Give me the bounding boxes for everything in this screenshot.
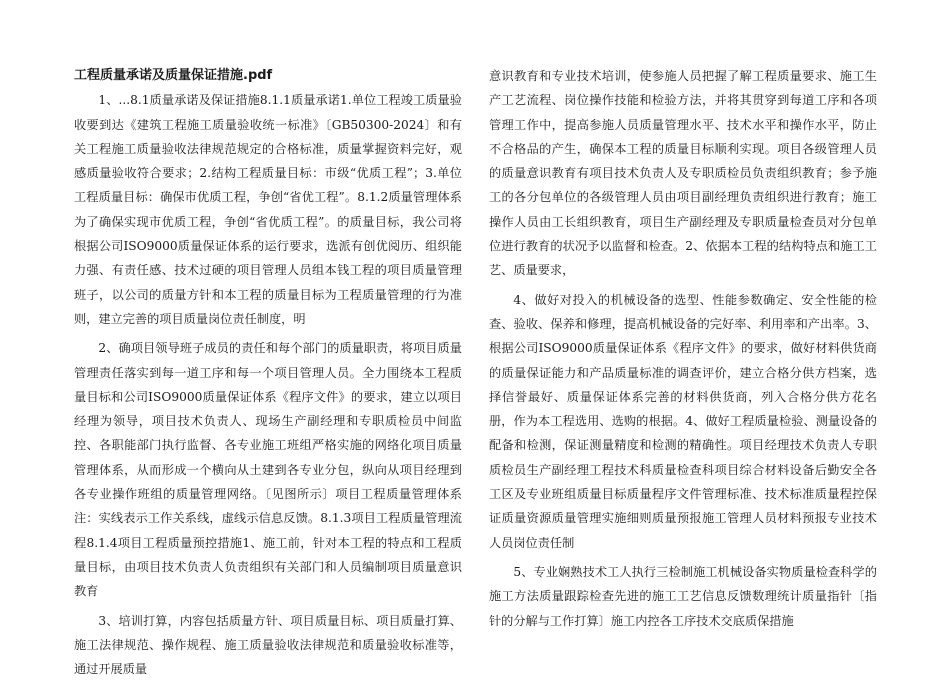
paragraph-3: 3、培训打算，内容包括质量方针、项目质量目标、项目质量打算、施工法律规范、操作规程、施工质量验收法律规范和质量验收标准等，通过开展质量 [74, 613, 462, 677]
paragraph-1: 1、...8.1质量承诺及保证措施8.1.1质量承诺1.单位工程竣工质量验收要到达《建筑工程施工质量验收统一标准》〔GB50300-2024〕和有关工程施工质量验收法律规范规定的合格标准，质量掌握资料完好，观感质量验收符合要求；2.结构工程质量目标：市级“优质工程”；3.单位工程质量目标：确保市优质工程，争创“省优工程”。8.1.2质量管理体系为了确保实现市优质工程，争创“省优质工程”。的质量目标，我公司将根据公司ISO9000质量保证体系的运行要求，选派有创优阅历、组织能力强、有责任感、技术过硬的项目管理人员组本钱工程的项目质量管理班子，以公司的质量方针和本工程的质量目标为工程质量管理的行为准则，建立完善的项目质量岗位责任制度，明 [74, 93, 462, 326]
paragraph-3-continued: 意识教育和专业技术培训，使参施人员把握了解工程质量要求、施工生产工艺流程、岗位操作技能和检验方法，并将其贯穿到每道工序和各项管理工作中，提高参施人员质量管理水平、技术水平和操作水平，防止不合格品的产生，确保本工程的质量目标顺利实现。项目各级管理人员的质量意识教育有项目技术负责人及专职质检员负责组织教育；参予施工的各分包单位的各级管理人员由项目副经理负责组织进行教育；施工操作人员由工长组织教育，项目生产副经理及专职质量检查员对分包单位进行教育的状况予以监督和检查。2、依据本工程的结构特点和施工工艺、质量要求， [489, 69, 877, 278]
left-column [74, 64, 462, 686]
right-column [489, 64, 877, 638]
paragraph-4: 4、做好对投入的机械设备的选型、性能参数确定、安全性能的检查、验收、保养和修理，提高机械设备的完好率、利用率和产出率。3、根据公司ISO9000质量保证体系《程序文件》的要求，做好材料供货商的质量保证能力和产品质量标准的调查评价，建立合格分供方档案，选择信誉最好、质量保证体系完善的材料供货商，列入合格分供方花名册，作为本工程选用、选购的根据。4、做好工程质量检验、测量设备的配备和检测，保证测量精度和检测的精确性。项目经理技术负责人专职质检员生产副经理工程技术科质量检查科项目综合材料设备后勤安全各工区及专业班组质量目标质量程序文件管理标准、技术标准质量程控保证质量资源质量管理实施细则质量预报施工管理人员材料预报专业技术人员岗位责任制 [489, 292, 877, 550]
document-title: 工程质量承诺及质量保证措施.pdf [74, 68, 273, 83]
paragraph-2: 2、确项目领导班子成员的责任和每个部门的质量职责，将项目质量管理责任落实到每一道工序和每一个项目管理人员。全力围绕本工程质量目标和公司ISO9000质量保证体系《程序文件》的要求，建立以项目经理为领导，项目技术负责人、现场生产副经理和专职质检员中间监控、各职能部门执行监督、各专业施工班组严格实施的网络化项目质量管理体系，从而形成一个横向从土建到各专业分包，纵向从项目经理到各专业操作班组的质量管理网络。〔见图所示〕项目工程质量管理体系注：实线表示工作关系线，虚线示信息反馈。8.1.3项目工程质量管理流程8.1.4项目工程质量预控措施1、施工前，针对本工程的特点和工程质量目标，由项目技术负责人负责组织有关部门和人员编制项目质量意识教育 [74, 341, 462, 599]
paragraph-5: 5、专业娴熟技术工人执行三检制施工机械设备实物质量检查科学的施工方法质量跟踪检查先进的施工工艺信息反馈数理统计质量指针〔指针的分解与工作打算〕施工内控各工序技术交底质保措施 [489, 564, 877, 628]
